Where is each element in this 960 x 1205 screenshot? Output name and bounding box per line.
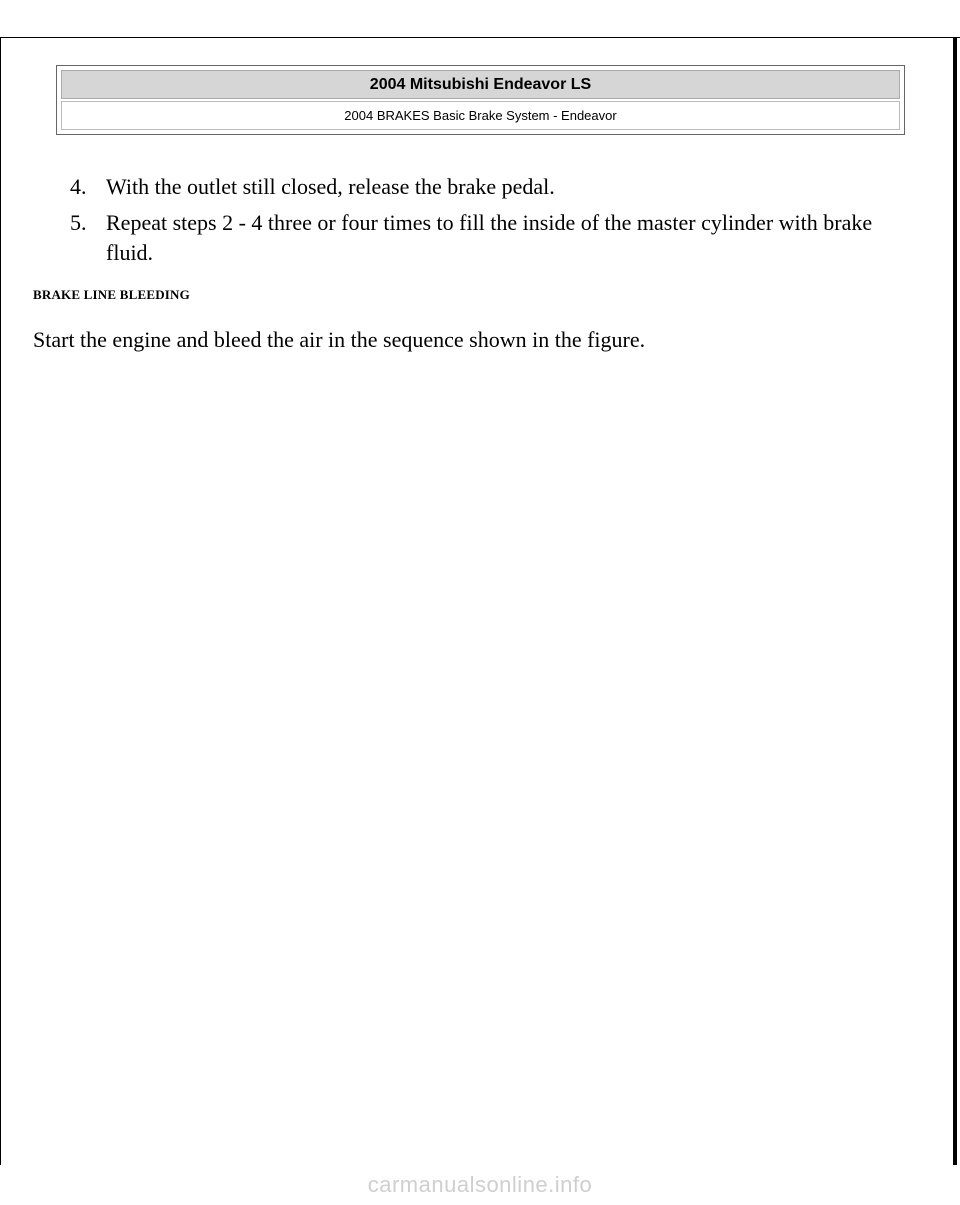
page-frame-left: [0, 37, 1, 1165]
step-number: 5.: [70, 210, 87, 235]
list-item: [70, 172, 910, 202]
page-frame-right: [953, 37, 957, 1165]
step-text: Repeat steps 2 - 4 three or four times to fill the inside of the master cylinder with brake fluid.: [106, 210, 873, 265]
document-header: [56, 65, 905, 135]
step-text: With the outlet still closed, release the brake pedal.: [106, 174, 555, 199]
list-item: [70, 208, 910, 268]
step-number: 4.: [70, 174, 87, 199]
section-paragraph: Start the engine and bleed the air in the sequence shown in the figure.: [33, 327, 646, 352]
section-heading: BRAKE LINE BLEEDING: [33, 287, 190, 302]
page-frame-top: [0, 37, 960, 38]
header-subtitle: 2004 BRAKES Basic Brake System - Endeavor: [61, 101, 900, 130]
header-title: 2004 Mitsubishi Endeavor LS: [61, 70, 900, 99]
procedure-steps: [70, 172, 910, 274]
site-watermark: carmanualsonline.info: [367, 1172, 593, 1197]
